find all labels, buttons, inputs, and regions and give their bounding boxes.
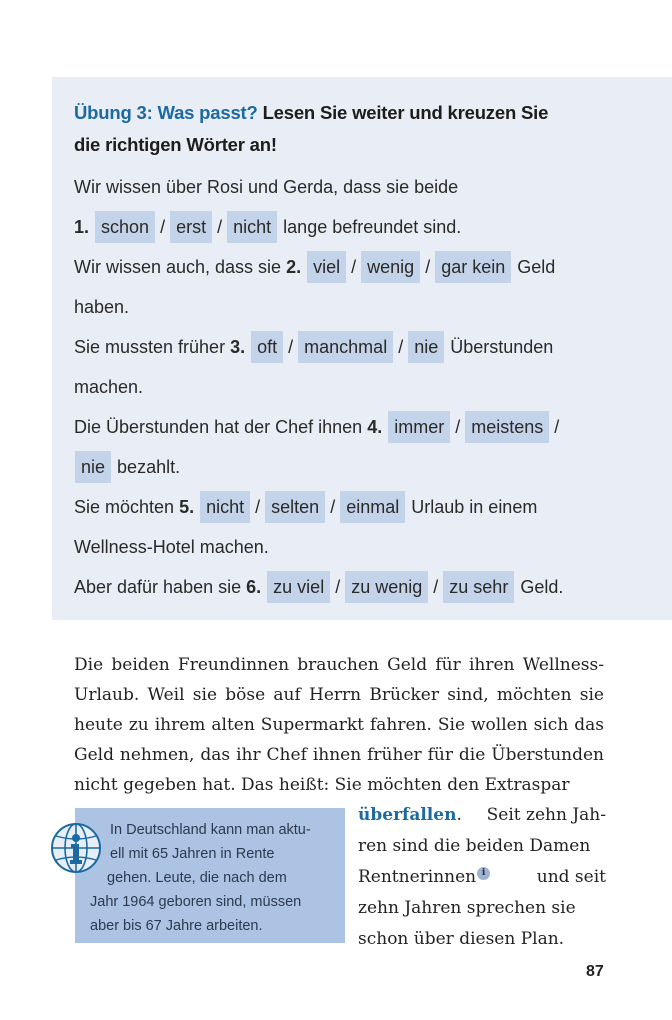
option-oft[interactable]: oft — [251, 331, 283, 363]
story-text: Seit zehn Jah- — [486, 805, 606, 825]
separator: / — [433, 577, 439, 597]
exercise-item-4-cont — [74, 447, 619, 487]
item-number: 5. — [179, 497, 195, 517]
exercise-item-2 — [74, 247, 619, 287]
item-number: 6. — [246, 577, 262, 597]
option-nicht[interactable]: nicht — [200, 491, 250, 523]
option-viel[interactable]: viel — [307, 251, 346, 283]
exercise-instruction: Lesen Sie weiter und kreuzen Sie — [257, 102, 549, 123]
exercise-item-4 — [74, 407, 619, 447]
option-zu-viel[interactable]: zu viel — [267, 571, 330, 603]
exercise-intro: Wir wissen über Rosi und Gerda, dass sie beide — [74, 177, 459, 197]
option-erst[interactable]: erst — [170, 211, 212, 243]
separator: / — [330, 497, 336, 517]
info-line: ell mit 65 Jahren in Rente — [110, 846, 275, 862]
separator: / — [335, 577, 341, 597]
exercise-title — [74, 97, 619, 161]
exercise-item-6 — [74, 567, 619, 607]
separator: / — [455, 417, 461, 437]
story-text — [74, 650, 604, 800]
story-right-column — [358, 800, 606, 955]
option-manchmal[interactable]: manchmal — [298, 331, 393, 363]
info-line: aber bis 67 Jahre arbeiten. — [90, 918, 263, 934]
item-continuation: Wellness-Hotel machen. — [74, 537, 269, 557]
option-nicht[interactable]: nicht — [227, 211, 277, 243]
separator: / — [425, 257, 431, 277]
exercise-item-5 — [74, 487, 619, 527]
item-text-before: Sie mussten früher — [74, 337, 226, 357]
separator: / — [160, 217, 166, 237]
separator: / — [217, 217, 223, 237]
option-schon[interactable]: schon — [95, 211, 155, 243]
item-number: 2. — [286, 257, 302, 277]
option-nie[interactable]: nie — [75, 451, 111, 483]
vocab-word-link[interactable]: überfallen — [358, 805, 457, 825]
story-text: und seit — [536, 867, 606, 887]
option-immer[interactable]: immer — [388, 411, 450, 443]
item-continuation: haben. — [74, 297, 130, 317]
exercise-item-3 — [74, 327, 619, 367]
item-text-after: Überstunden — [450, 337, 554, 357]
item-text-after: Geld — [517, 257, 556, 277]
item-text-after: Geld. — [520, 577, 564, 597]
page-number: 87 — [586, 963, 604, 980]
separator: / — [398, 337, 404, 357]
option-nie[interactable]: nie — [408, 331, 444, 363]
exercise-box — [52, 77, 672, 620]
separator: / — [554, 417, 560, 437]
option-selten[interactable]: selten — [265, 491, 325, 523]
separator: / — [255, 497, 261, 517]
item-text-before: Sie möchten — [74, 497, 175, 517]
story-paragraph: Die beiden Freundinnen brauchen Geld für ihren Wellness-Urlaub. Weil sie böse auf Herrn Brücker sind, möchten sie heute zu ihrem alten Supermarkt fahren. Sie wollen sich das Geld nehmen, das ihr Chef ihnen früher für die Überstunden nicht gegeben hat. Das heißt: Sie möchten den Extraspar — [74, 655, 604, 795]
option-meistens[interactable]: meistens — [465, 411, 549, 443]
option-zu-sehr[interactable]: zu sehr — [443, 571, 514, 603]
separator: / — [288, 337, 294, 357]
item-number: 4. — [367, 417, 383, 437]
exercise-instruction-line2: die richtigen Wörter an! — [74, 134, 277, 155]
option-zu-wenig[interactable]: zu wenig — [345, 571, 428, 603]
story-text: Rentnerinnen — [358, 867, 477, 887]
exercise-item-1 — [74, 207, 619, 247]
option-gar-kein[interactable]: gar kein — [435, 251, 511, 283]
item-text-before: Aber dafür haben sie — [74, 577, 242, 597]
item-text-after: lange befreundet sind. — [283, 217, 462, 237]
option-einmal[interactable]: einmal — [340, 491, 405, 523]
story-line: ren sind die beiden Damen — [358, 836, 591, 856]
item-text-after: Urlaub in einem — [411, 497, 538, 517]
story-line: schon über diesen Plan. — [358, 929, 565, 949]
item-number: 1. — [74, 217, 90, 237]
story-line — [358, 862, 606, 893]
item-text-before: Die Überstunden hat der Chef ihnen — [74, 417, 363, 437]
item-text-after: bezahlt. — [117, 457, 181, 477]
info-line: gehen. Leute, die nach dem — [107, 870, 287, 886]
info-line: In Deutschland kann man aktu- — [110, 822, 311, 838]
item-text-before: Wir wissen auch, dass sie — [74, 257, 282, 277]
exercise-title-label: Übung 3: Was passt? — [74, 102, 258, 123]
info-box-text — [90, 818, 340, 938]
story-line: zehn Jahren sprechen sie — [358, 898, 576, 918]
option-wenig[interactable]: wenig — [361, 251, 420, 283]
separator: / — [351, 257, 357, 277]
footnote-info-icon[interactable]: i — [477, 867, 490, 880]
item-number: 3. — [230, 337, 246, 357]
story-line: überfallen. Seit zehn Jah- — [358, 800, 606, 831]
info-line: Jahr 1964 geboren sind, müssen — [90, 894, 302, 910]
item-continuation: machen. — [74, 377, 144, 397]
